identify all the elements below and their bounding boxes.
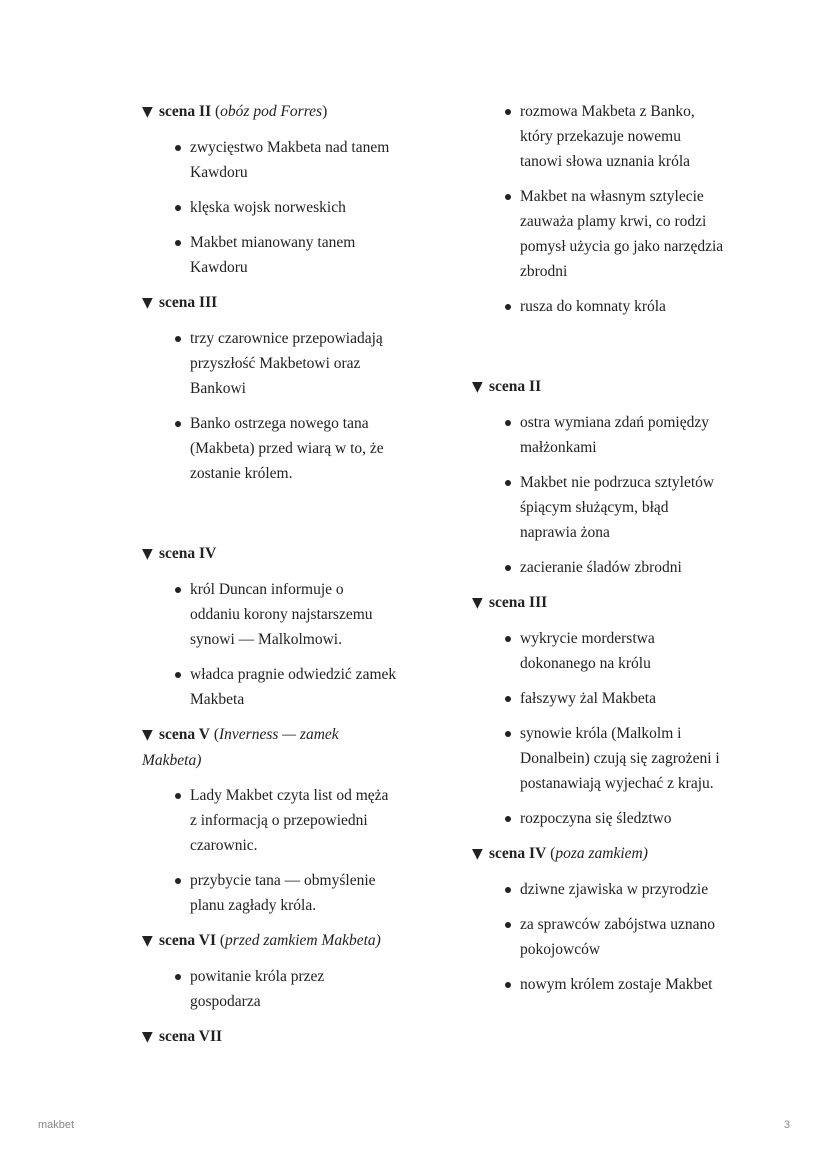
act2-scene-2-list [472, 410, 727, 580]
act2-scene-heading-2 [472, 374, 727, 400]
scene-title: scena II [159, 103, 212, 120]
scene-heading-6: ▼ scena VI (przed zamkiem Makbeta) [142, 928, 397, 954]
scene-title: scena II [489, 378, 542, 395]
list-item: rusza do komnaty króla [472, 294, 727, 319]
triangle-down-icon: ▼ [142, 104, 153, 120]
scene-title: scena III [159, 294, 218, 311]
triangle-down-icon: ▼ [142, 295, 153, 311]
scene-5-list [142, 783, 397, 918]
list-item: król Duncan informuje o oddaniu korony najstarszemu synowi — Malkolmowi. [142, 577, 397, 652]
triangle-down-icon: ▼ [142, 546, 153, 562]
list-item: Makbet mianowany tanem Kawdoru [142, 230, 397, 280]
list-item: dziwne zjawiska w przyrodzie [472, 877, 727, 902]
act2-scene-heading-4: ▼ scena IV (poza zamkiem) [472, 841, 727, 867]
right-column [472, 99, 727, 1007]
list-item: władca pragnie odwiedzić zamek Makbeta [142, 662, 397, 712]
scene-location: poza zamkiem) [555, 845, 648, 862]
scene-7-continued-list [472, 99, 727, 319]
scene-title: scena VII [159, 1028, 223, 1045]
scene-heading-5: ▼ scena V (Inverness — zamek Makbeta) [142, 722, 397, 773]
scene-4-list [142, 577, 397, 712]
footer-document-name: makbet [38, 1119, 75, 1131]
list-item: klęska wojsk norweskich [142, 195, 397, 220]
page-number: 3 [783, 1119, 790, 1131]
list-item: za sprawców zabójstwa uznano pokojowców [472, 912, 727, 962]
scene-6-list [142, 964, 397, 1014]
scene-location: Inverness — zamek Makbeta) [142, 726, 339, 769]
act2-scene-4-list [472, 877, 727, 997]
scene-title: scena VI [159, 932, 216, 949]
scene-3-list [142, 326, 397, 486]
list-item: wykrycie morderstwa dokonanego na królu [472, 626, 727, 676]
list-item: powitanie króla przez gospodarza [142, 964, 397, 1014]
scene-heading-7 [142, 1024, 397, 1050]
list-item: Makbet nie podrzuca sztyletów śpiącym służącym, błąd naprawia żona [472, 470, 727, 545]
list-item: Lady Makbet czyta list od męża z informacją o przepowiedni czarownic. [142, 783, 397, 858]
list-item: ostra wymiana zdań pomiędzy małżonkami [472, 410, 727, 460]
list-item: zacieranie śladów zbrodni [472, 555, 727, 580]
triangle-down-icon: ▼ [142, 727, 153, 743]
list-item: trzy czarownice przepowiadają przyszłość Makbetowi oraz Bankowi [142, 326, 397, 401]
scene-heading-4 [142, 541, 397, 567]
list-item: zwycięstwo Makbeta nad tanem Kawdoru [142, 135, 397, 185]
list-item: nowym królem zostaje Makbet [472, 972, 727, 997]
list-item: rozmowa Makbeta z Banko, który przekazuje nowemu tanowi słowa uznania króla [472, 99, 727, 174]
spacer [472, 329, 727, 374]
scene-title: scena V [159, 726, 210, 743]
spacer [142, 496, 397, 541]
list-item: Makbet na własnym sztylecie zauważa plamy krwi, co rodzi pomysł użycia go jako narzędzia zbrodni [472, 184, 727, 284]
scene-location: przed zamkiem Makbeta) [225, 932, 381, 949]
scene-title: scena III [489, 594, 548, 611]
triangle-down-icon: ▼ [142, 933, 153, 949]
list-item: rozpoczyna się śledztwo [472, 806, 727, 831]
left-column [142, 99, 397, 1060]
list-item: Banko ostrzega nowego tana (Makbeta) przed wiarą w to, że zostanie królem. [142, 411, 397, 486]
triangle-down-icon: ▼ [472, 846, 483, 862]
scene-heading-3 [142, 290, 397, 316]
scene-heading-2: ▼ scena II (obóz pod Forres) [142, 99, 397, 125]
act2-scene-3-list [472, 626, 727, 831]
list-item: przybycie tana — obmyślenie planu zagłady króla. [142, 868, 397, 918]
list-item: fałszywy żal Makbeta [472, 686, 727, 711]
triangle-down-icon: ▼ [472, 595, 483, 611]
triangle-down-icon: ▼ [472, 379, 483, 395]
scene-2-list [142, 135, 397, 280]
scene-location: obóz pod Forres [220, 103, 323, 120]
scene-title: scena IV [489, 845, 547, 862]
act2-scene-heading-3 [472, 590, 727, 616]
scene-title: scena IV [159, 545, 217, 562]
triangle-down-icon: ▼ [142, 1029, 153, 1045]
list-item: synowie króla (Malkolm i Donalbein) czują się zagrożeni i postanawiają wyjechać z kraju. [472, 721, 727, 796]
